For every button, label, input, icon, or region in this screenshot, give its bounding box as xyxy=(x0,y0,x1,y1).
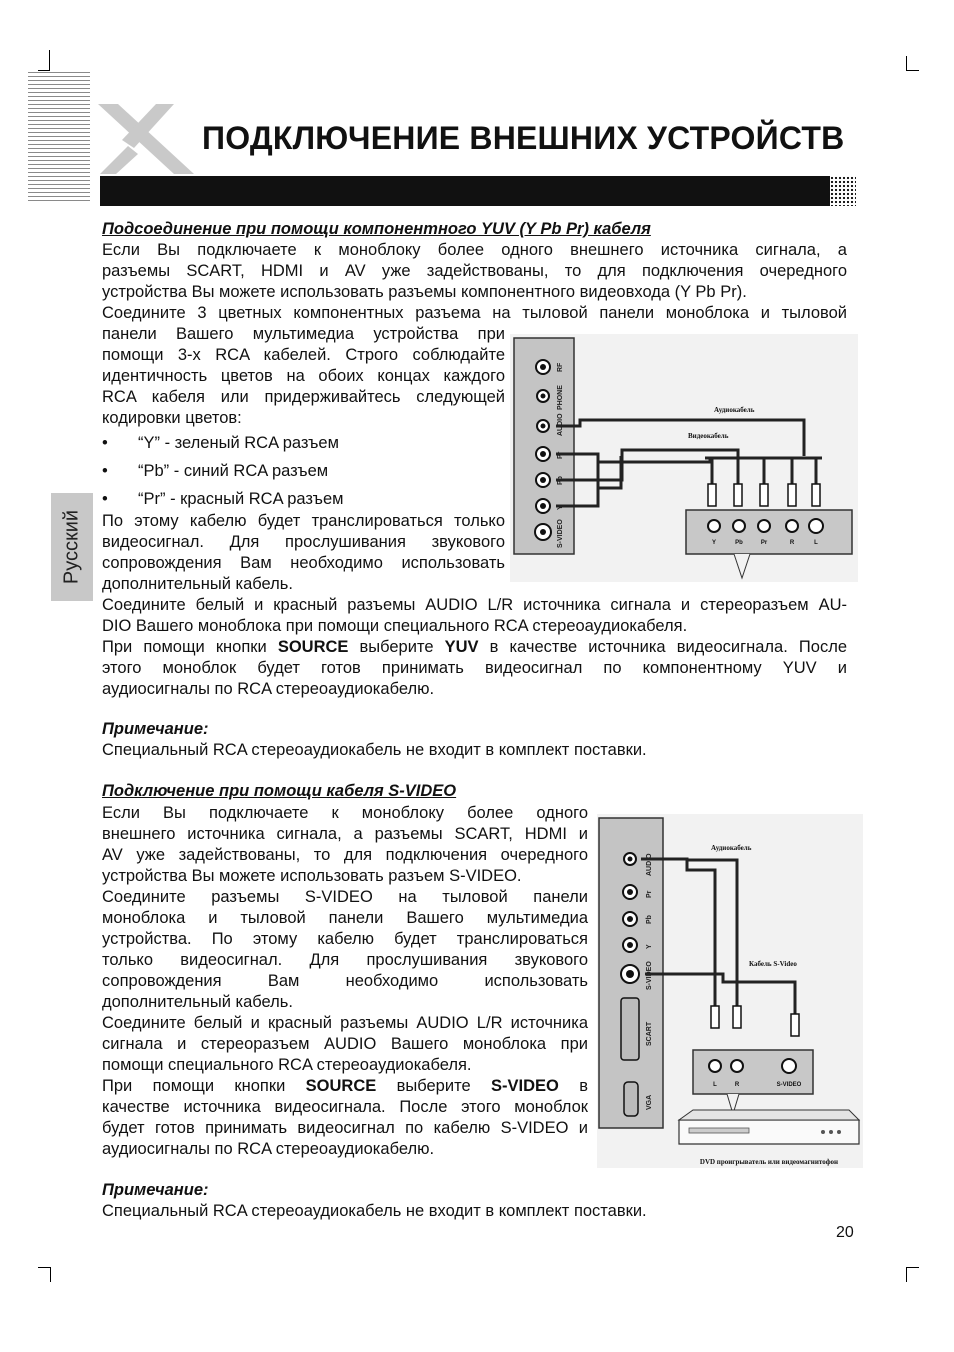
section-heading-yuv: Подсоединение при помощи компонентного YUV (Y Pb Pr) кабеля xyxy=(102,220,651,238)
text-line: панели Вашего мультимедиа устройства при xyxy=(102,325,505,343)
panel-label: Pr xyxy=(646,890,653,898)
text-line: Соедините 3 цветных компонентных разъема на тыловой панели моноблока и тыловой xyxy=(102,304,847,322)
bullet-icon: • xyxy=(102,490,108,508)
text-span: выберите xyxy=(376,1077,491,1095)
text-line: DIO Вашего моноблока при помощи специального RCA стереоаудиокабеля. xyxy=(102,617,688,635)
text-line: аудиосигналы по RCA стереоаудиокабелю. xyxy=(102,1140,435,1158)
text-line: устройства. По этому кабелю будет транслироваться xyxy=(102,930,588,948)
text-line: Соедините разъемы S-VIDEO на тыловой панели xyxy=(102,888,588,906)
list-item-text: “Pb” - синий RCA разъем xyxy=(138,462,329,480)
panel-label: PHONE xyxy=(557,385,564,410)
brand-x-logo xyxy=(96,100,196,178)
crop-mark xyxy=(906,1267,919,1282)
vga-port xyxy=(624,1082,638,1116)
section-heading-svideo: Подключение при помощи кабеля S-VIDEO xyxy=(102,782,457,800)
text-line: устройства Вы можете использовать разъемы компонентного видеовхода (Y Pb Pr). xyxy=(102,283,747,301)
text-line: RCA кабеля или придерживайтесь следующей xyxy=(102,388,505,406)
text-line: устройства Вы можете использовать разъем S-VIDEO. xyxy=(102,867,522,885)
text-line: разъемы SCART, HDMI и AV уже задействованы, то для подключения очередного xyxy=(102,262,847,280)
text-line: будет готов принимать видеосигнал по кабелю S-VIDEO и xyxy=(102,1119,588,1137)
video-cable-label: Видеокабель xyxy=(688,432,729,440)
section1-left-column xyxy=(102,324,505,429)
text-line: идентичность цветов на обоих концах каждого xyxy=(102,367,505,385)
language-side-tab xyxy=(51,493,93,601)
bullet-icon: • xyxy=(102,462,108,480)
title-bar xyxy=(100,176,830,206)
panel-label: Y xyxy=(646,944,653,949)
text-line: сопровождения Вам необходимо использовать xyxy=(102,972,588,990)
panel-label: SCART xyxy=(646,1021,653,1046)
crop-mark xyxy=(906,56,919,71)
text-line: этого моноблок будет готов принимать видеосигнал по компонентному YUV и xyxy=(102,659,847,677)
device-label: Y xyxy=(711,540,717,546)
text-line: моноблока и тыловой панели Вашего мультимедиа xyxy=(102,909,588,927)
text-line: качестве источника видеосигнала. После этого моноблок xyxy=(102,1098,588,1116)
text-line: дополнительный кабель. xyxy=(102,575,293,593)
text-line: Если Вы подключаете к моноблоку более одного xyxy=(102,804,588,822)
panel-label: Pb xyxy=(557,476,564,485)
panel-label: RF xyxy=(557,362,564,372)
section1-paragraph xyxy=(102,240,847,324)
crop-mark xyxy=(38,1267,51,1282)
text-line: Соедините белый и красный разъемы AUDIO L/R источника xyxy=(102,1014,588,1032)
text-line: По этому кабелю будет транслироваться только xyxy=(102,512,505,530)
title-bar-dots xyxy=(826,176,856,206)
text-line: дополнительный кабель. xyxy=(102,993,293,1011)
panel-label: S-VIDEO xyxy=(557,519,564,548)
device-label: R xyxy=(734,1082,740,1088)
text-line xyxy=(102,1076,588,1097)
header-stripes xyxy=(28,72,90,204)
text-line: AV уже задействованы, то для подключения очередного xyxy=(102,846,588,864)
section2-left-column xyxy=(102,803,588,1160)
list-item xyxy=(102,461,343,489)
section1-paragraph-2 xyxy=(102,595,847,700)
yuv-keyword: YUV xyxy=(444,638,479,656)
device-label: L xyxy=(713,1082,717,1088)
text-line: сигнала и стереоразъем AUDIO Вашего моноблока при xyxy=(102,1035,588,1053)
note-text: Специальный RCA стереоаудиокабель не входит в комплект поставки. xyxy=(102,741,647,759)
panel-label: Pb xyxy=(646,915,653,924)
audio-cable-label: Аудиокабель xyxy=(714,406,755,414)
source-keyword: SOURCE xyxy=(305,1077,377,1095)
color-code-list xyxy=(102,433,343,513)
note-label: Примечание: xyxy=(102,720,209,738)
svideo-connection-diagram xyxy=(597,814,863,1168)
page-title: ПОДКЛЮЧЕНИЕ ВНЕШНИХ УСТРОЙСТВ xyxy=(202,120,845,156)
yuv-connection-diagram xyxy=(510,334,858,582)
device-label: R xyxy=(789,540,795,546)
source-keyword: SOURCE xyxy=(277,638,349,656)
text-line: кодировки цветов: xyxy=(102,409,242,427)
crop-mark xyxy=(38,70,50,71)
list-item-text: “Y” - зеленый RCA разъем xyxy=(138,434,339,452)
device-label: S-VIDEO xyxy=(776,1082,802,1088)
panel-label: AUDIO xyxy=(557,413,564,436)
text-line: помощи 3-х RCA кабелей. Строго соблюдайте xyxy=(102,346,505,364)
text-span: в xyxy=(558,1077,588,1095)
dvd-caption: DVD проигрыватель или видеомагнитофон xyxy=(699,1158,839,1166)
page-number: 20 xyxy=(836,1224,854,1241)
panel-label: VGA xyxy=(646,1094,653,1110)
text-line: внешнего источника сигнала, а разъемы SCART, HDMI и xyxy=(102,825,588,843)
section1-left-column-2 xyxy=(102,511,505,595)
list-item xyxy=(102,433,343,461)
audio-cable-label: Аудиокабель xyxy=(711,844,752,852)
dvd-player-icon xyxy=(679,1110,859,1144)
text-span: При помощи кнопки xyxy=(102,638,278,656)
text-line: Соедините белый и красный разъемы AUDIO L/R источника сигнала и стереоразъем AU- xyxy=(102,596,847,614)
panel-label: Y xyxy=(557,505,564,510)
svideo-keyword: S-VIDEO xyxy=(491,1077,559,1095)
list-item xyxy=(102,489,343,513)
device-label: Pb xyxy=(735,540,743,546)
crop-mark xyxy=(49,50,50,70)
text-line: только видеосигнал. Для прослушивания звукового xyxy=(102,951,588,969)
panel-label: Pr xyxy=(557,451,564,459)
device-label: L xyxy=(814,540,818,546)
text-line: помощи специального RCA стереоаудиокабеля. xyxy=(102,1056,472,1074)
note-text: Специальный RCA стереоаудиокабель не входит в комплект поставки. xyxy=(102,1202,647,1220)
text-span: в качестве источника видеосигнала. После xyxy=(478,638,847,656)
note-label: Примечание: xyxy=(102,1181,209,1199)
text-line: сопровождения Вам необходимо использовать xyxy=(102,554,505,572)
language-label: Русский xyxy=(60,509,83,585)
scart-port xyxy=(621,998,639,1060)
text-span: При помощи кнопки xyxy=(102,1077,306,1095)
text-line: видеосигнал. Для прослушивания звукового xyxy=(102,533,505,551)
list-item-text: “Pr” - красный RCA разъем xyxy=(138,490,344,508)
device-label: Pr xyxy=(760,540,768,546)
text-line: аудиосигналы по RCA стереоаудиокабелю. xyxy=(102,680,435,698)
text-span: выберите xyxy=(348,638,445,656)
panel-label: AUDIO xyxy=(646,853,653,876)
text-line: Если Вы подключаете к моноблоку более одного внешнего источника сигнала, а xyxy=(102,241,847,259)
text-line xyxy=(102,637,847,658)
bullet-icon: • xyxy=(102,434,108,452)
svideo-cable-label: Кабель S-Video xyxy=(749,960,797,968)
panel-label: S-VIDEO xyxy=(646,961,653,990)
